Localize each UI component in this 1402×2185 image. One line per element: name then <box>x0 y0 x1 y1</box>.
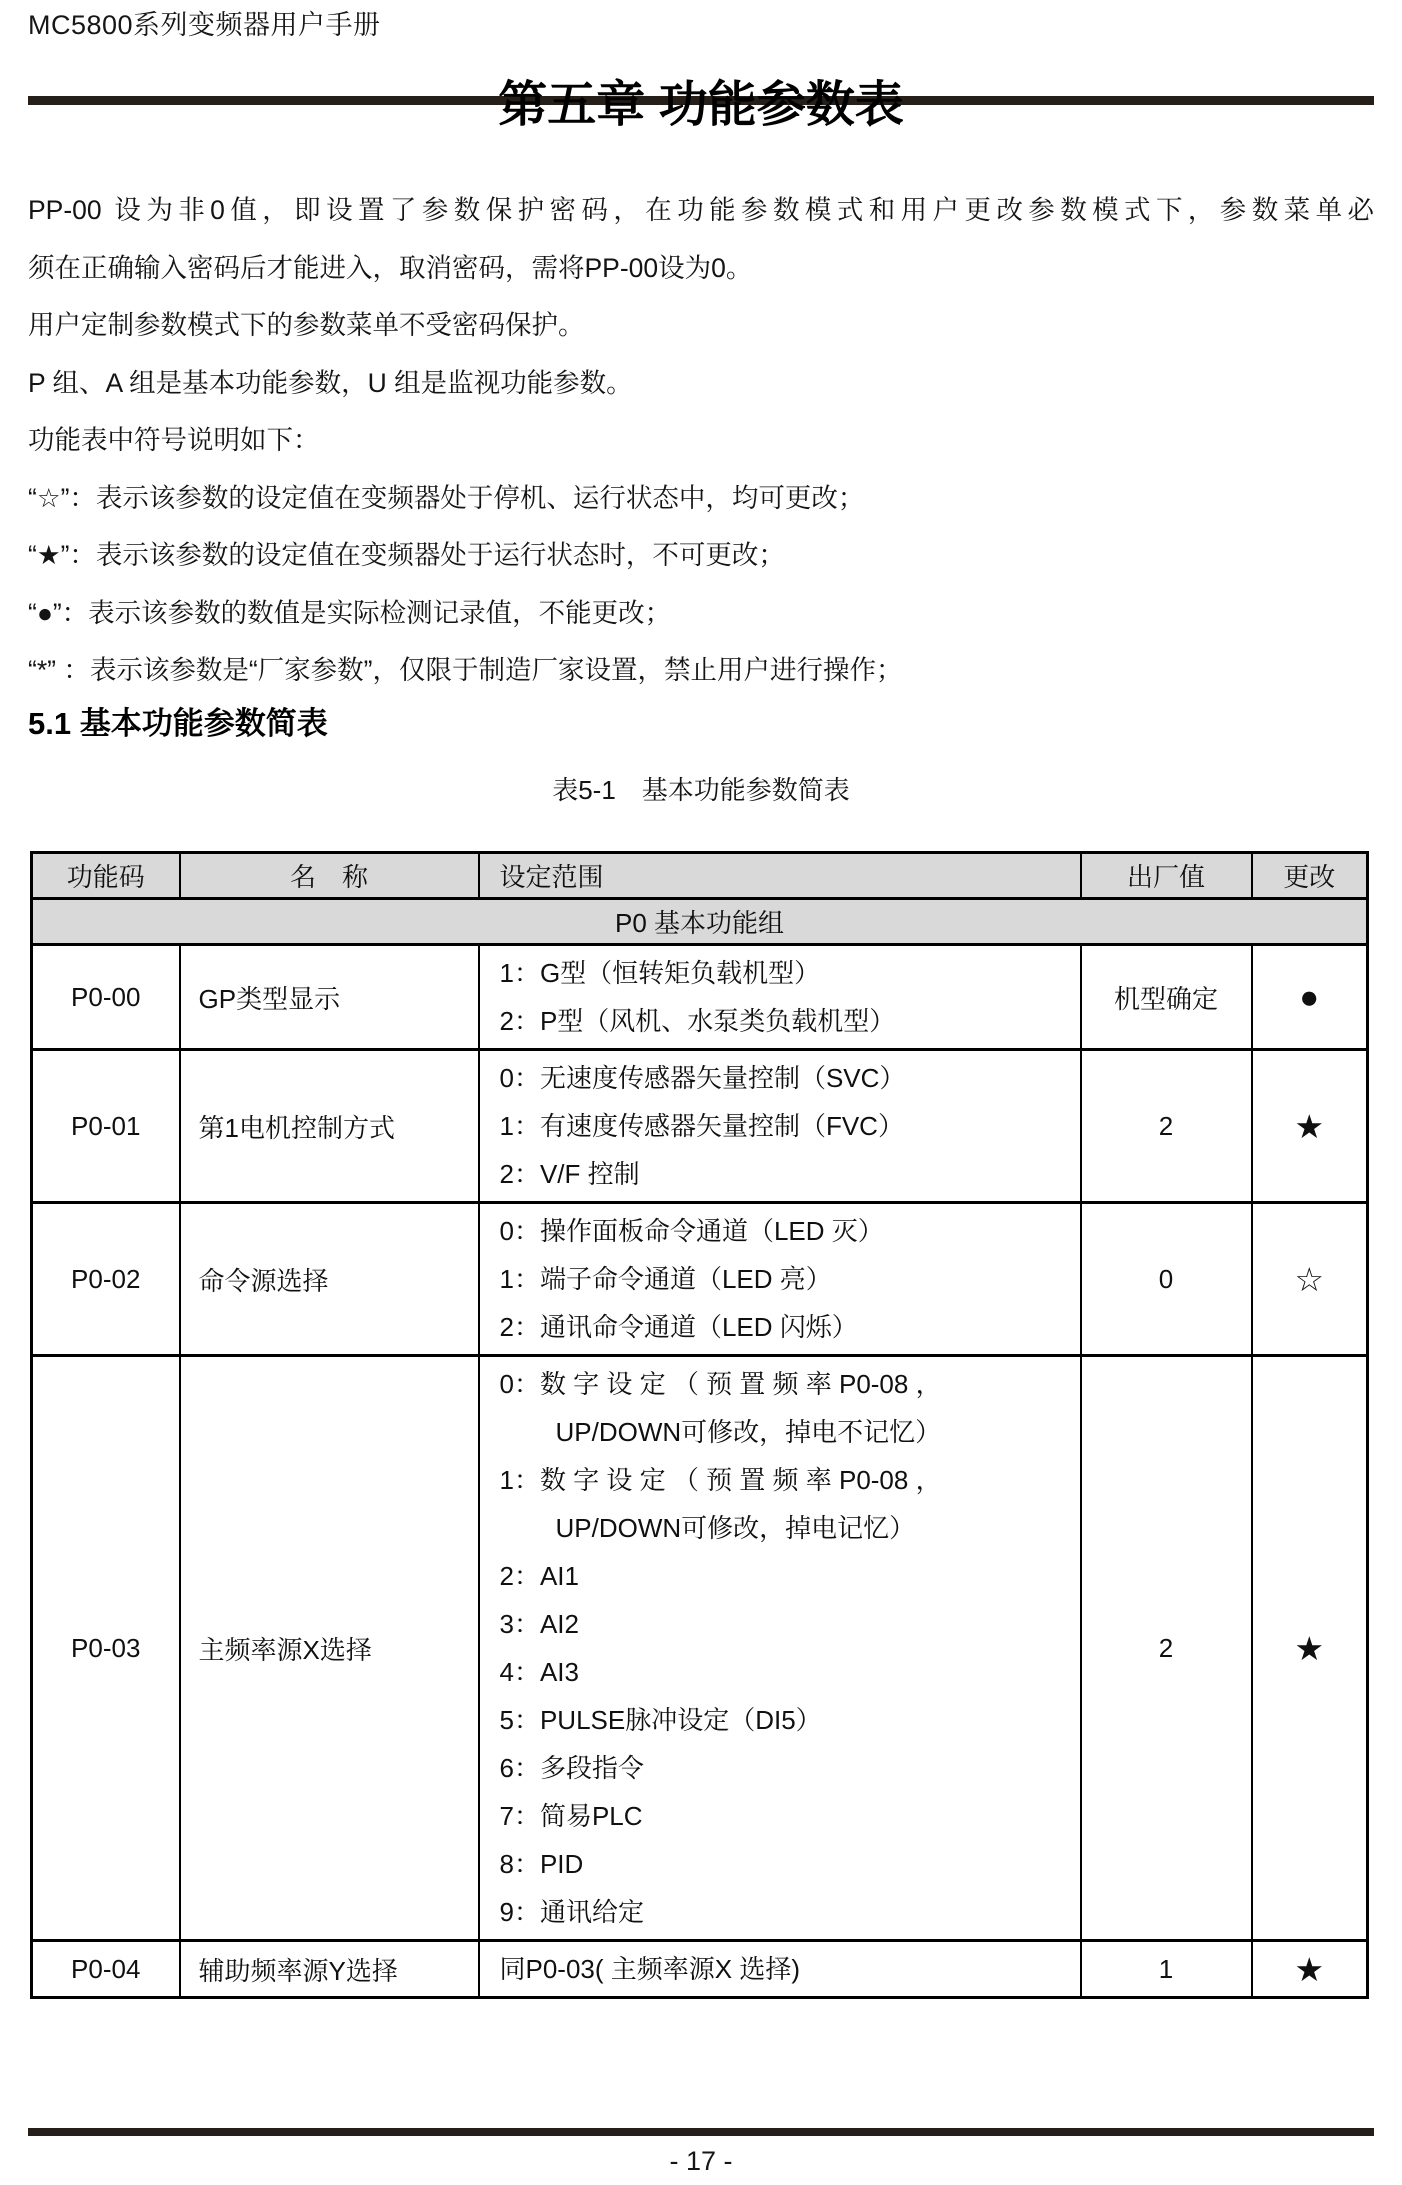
table-row <box>32 1050 1368 1203</box>
col-header-code: 功能码 <box>32 853 180 899</box>
table-caption: 表5-1 基本功能参数简表 <box>552 775 850 805</box>
param-code: P0-03 <box>32 1356 180 1941</box>
table-row <box>32 1203 1368 1356</box>
param-code: P0-00 <box>32 945 180 1050</box>
intro-paragraphs <box>28 182 1374 700</box>
range-line: 9：通讯给定 <box>499 1897 644 1927</box>
table-header-row <box>32 853 1368 899</box>
range-line: UP/DOWN可修改，掉电记忆） <box>555 1513 916 1543</box>
default-value: 2 <box>1081 1050 1252 1203</box>
intro-line: P 组、A 组是基本功能参数，U 组是监视功能参数。 <box>28 367 633 398</box>
table-row <box>32 945 1368 1050</box>
intro-line: 用户定制参数模式下的参数菜单不受密码保护。 <box>28 310 585 340</box>
range-line: 0：无速度传感器矢量控制（SVC） <box>499 1063 906 1093</box>
param-code: P0-02 <box>32 1203 180 1356</box>
param-range <box>479 1941 1081 1998</box>
param-range <box>479 1356 1081 1941</box>
param-code: P0-04 <box>32 1941 180 1998</box>
change-symbol: ● <box>1252 945 1368 1050</box>
range-line: 3：AI2 <box>499 1609 579 1639</box>
col-header-range: 设定范围 <box>479 853 1081 899</box>
range-line: 2：P型（风机、水泵类负载机型） <box>499 1006 896 1036</box>
range-line: 6：多段指令 <box>499 1753 644 1783</box>
intro-line-legend-star-open: “☆”：表示该参数的设定值在变频器处于停机、运行状态中，均可更改； <box>28 482 865 513</box>
param-name: GP类型显示 <box>180 945 479 1050</box>
param-range <box>479 945 1081 1050</box>
range-line: 0：操作面板命令通道（LED 灭） <box>499 1216 884 1246</box>
range-line: 2：V/F 控制 <box>499 1159 640 1189</box>
col-header-default: 出厂值 <box>1081 853 1252 899</box>
param-name: 辅助频率源Y选择 <box>180 1941 479 1998</box>
default-value: 机型确定 <box>1081 945 1252 1050</box>
range-line: 1：有速度传感器矢量控制（FVC） <box>499 1111 904 1141</box>
change-symbol: ★ <box>1252 1050 1368 1203</box>
default-value: 0 <box>1081 1203 1252 1356</box>
default-value: 2 <box>1081 1356 1252 1941</box>
default-value: 1 <box>1081 1941 1252 1998</box>
param-name: 主频率源X选择 <box>180 1356 479 1941</box>
doc-header-title: MC5800系列变频器用户手册 <box>28 10 381 40</box>
range-line: 0：数 字 设 定 （ 预 置 频 率 P0-08 ， <box>499 1369 942 1399</box>
col-header-change: 更改 <box>1252 853 1368 899</box>
section-heading: 5.1 基本功能参数简表 <box>28 706 328 741</box>
group-header-label: P0 基本功能组 <box>32 899 1368 945</box>
change-symbol: ☆ <box>1252 1203 1368 1356</box>
range-line: 1：端子命令通道（LED 亮） <box>499 1264 832 1294</box>
param-table <box>30 851 1369 1999</box>
param-code: P0-01 <box>32 1050 180 1203</box>
range-line: 1：数 字 设 定 （ 预 置 频 率 P0-08 ， <box>499 1465 942 1495</box>
param-range <box>479 1203 1081 1356</box>
footer-rule <box>28 2128 1374 2136</box>
intro-line-legend-star-filled: “★”：表示该参数的设定值在变频器处于运行状态时，不可更改； <box>28 540 785 570</box>
intro-line: 须在正确输入密码后才能进入，取消密码，需将PP-00设为0。 <box>28 252 753 283</box>
range-line: 1：G型（恒转矩负载机型） <box>499 958 821 988</box>
param-name: 第1电机控制方式 <box>180 1050 479 1203</box>
range-line: 同P0-03( 主频率源X 选择) <box>499 1954 800 1984</box>
group-header-row <box>32 899 1368 945</box>
change-symbol: ★ <box>1252 1356 1368 1941</box>
param-range <box>479 1050 1081 1203</box>
intro-line: 功能表中符号说明如下： <box>28 425 320 455</box>
intro-line-legend-circle: “●”：表示该参数的数值是实际检测记录值，不能更改； <box>28 597 672 628</box>
change-symbol: ★ <box>1252 1941 1368 1998</box>
table-row <box>32 1356 1368 1941</box>
chapter-title: 第五章 功能参数表 <box>498 78 904 132</box>
range-line: 4：AI3 <box>499 1657 579 1687</box>
intro-line-legend-asterisk: “*” ：表示该参数是“厂家参数”，仅限于制造厂家设置，禁止用户进行操作； <box>28 655 903 685</box>
range-line: UP/DOWN可修改，掉电不记忆） <box>555 1417 942 1447</box>
range-line: 5：PULSE脉冲设定（DI5） <box>499 1705 822 1735</box>
table-row <box>32 1941 1368 1998</box>
col-header-name: 名 称 <box>180 853 479 899</box>
range-line: 2：通讯命令通道（LED 闪烁） <box>499 1312 858 1342</box>
range-line: 8：PID <box>499 1849 584 1879</box>
range-line: 2：AI1 <box>499 1561 579 1591</box>
range-line: 7：简易PLC <box>499 1801 643 1831</box>
intro-line: PP-00 设为非0值，即设置了参数保护密码，在功能参数模式和用户更改参数模式下，参数菜单必 <box>28 195 1374 225</box>
param-name: 命令源选择 <box>180 1203 479 1356</box>
page-number: - 17 - <box>669 2146 733 2176</box>
